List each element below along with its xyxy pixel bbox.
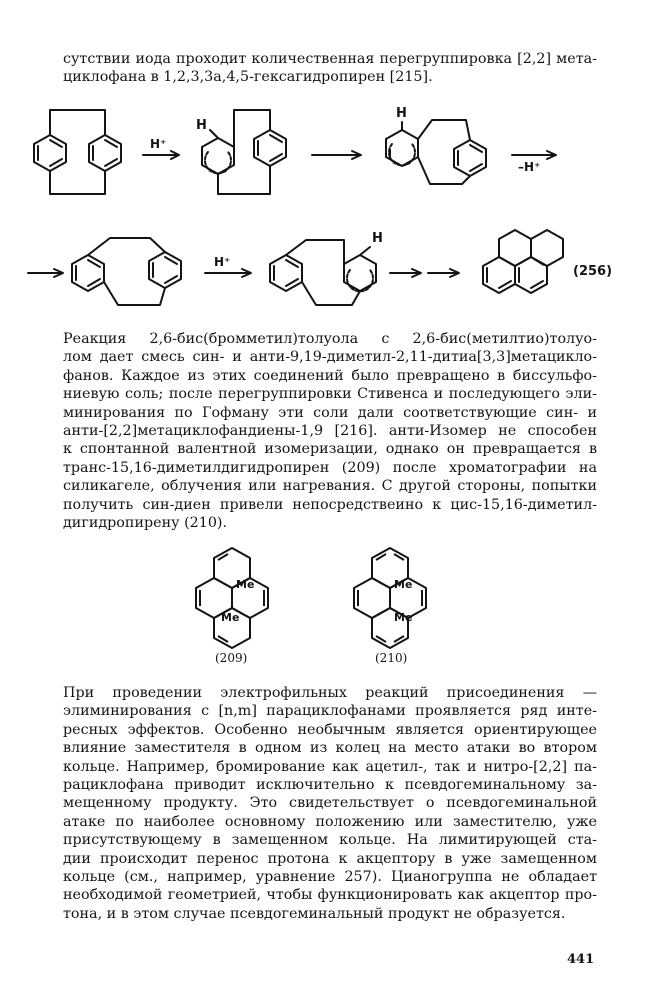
text-line: фанов. Каждое из этих соединений было превращено в биссульфо- bbox=[63, 367, 597, 384]
text-line: влияние заместителя в одном из колец на место атаки во втором bbox=[63, 740, 597, 757]
text-line: рациклофана приводит исключительно к псевдогеминальному за- bbox=[63, 777, 597, 794]
text-line: ресных эффектов. Особенно необычным является ориентирующее bbox=[63, 721, 597, 738]
text-line: присутствующему в замещенном кольце. На лимитирующей ста- bbox=[63, 832, 597, 849]
text-line: получить син-диен привели непосредствеино к цис-15,16-диметил- bbox=[63, 496, 597, 513]
minus-h-plus-label: –H⁺ bbox=[518, 160, 541, 174]
intro-line: сутствии иода проходит количественная перегруппировка [2,2] мета- bbox=[63, 51, 597, 67]
compound-label-209: (209) bbox=[215, 651, 248, 665]
h-atom-label: H bbox=[372, 231, 383, 246]
text-line: ниевую соль; после перегруппировки Стивенса и последующего эли- bbox=[63, 386, 597, 403]
h-plus-label: H⁺ bbox=[214, 255, 231, 269]
text-line: кольце (см., например, уравнение 257). Цианогруппа не обладает bbox=[63, 869, 597, 886]
text-line: дии происходит перенос протона к акцептору в уже замещенном bbox=[63, 850, 597, 867]
compound-label-210: (210) bbox=[375, 651, 408, 665]
text-line: анти-[2,2]метациклофандиены-1,9 [216]. анти-Изомер не способен bbox=[63, 423, 597, 440]
text-line: минирования по Гофману эти соли дали соответствующие син- и bbox=[63, 404, 597, 421]
paragraph-2 bbox=[63, 684, 597, 923]
text-line: дигидропирену (210). bbox=[63, 515, 228, 532]
text-line: кольце. Например, бромирование как ацетил-, так и нитро-[2,2] па- bbox=[63, 758, 597, 775]
text-line: атаке по наиболее основному положению или заместителю, уже bbox=[63, 813, 597, 830]
text-line: силикагеле, облучения или нагревания. С другой стороны, попытки bbox=[63, 478, 597, 495]
text-line: При проведении электрофильных реакций присоединения — bbox=[63, 685, 597, 701]
text-line: необходимой геометрией, чтобы функционировать как акцептор про- bbox=[63, 887, 597, 904]
text-line: элиминирования с [n,m] парациклофанами проявляется ряд инте- bbox=[63, 703, 597, 720]
text-line: мещенному продукту. Это свидетельствует о псевдогеминальной bbox=[63, 795, 597, 812]
h-atom-label: H bbox=[196, 118, 207, 133]
methyl-label: Me bbox=[394, 578, 413, 591]
text-line: лом дает смесь син- и анти-9,19-диметил-2,11-дитиа[3,3]метацикло- bbox=[63, 349, 597, 366]
text-line: Реакция 2,6-бис(бромметил)толуола с 2,6-бис(метилтио)толуо- bbox=[63, 331, 597, 347]
page-number: 441 bbox=[567, 952, 595, 967]
equation-number: (256) bbox=[573, 264, 613, 279]
methyl-label: Me bbox=[221, 611, 240, 624]
h-plus-label: H⁺ bbox=[150, 137, 167, 151]
methyl-label: Me bbox=[236, 578, 255, 591]
intro-line: циклофана в 1,2,3,3а,4,5-гексагидропирен [215]. bbox=[63, 69, 433, 86]
text-line: транс-15,16-диметилдигидропирен (209) после хроматографии на bbox=[63, 459, 597, 476]
methyl-label: Me bbox=[394, 611, 413, 624]
text-line: к спонтанной валентной изомеризации, однако он превращается в bbox=[63, 441, 597, 458]
text-line: тона, и в этом случае псевдогеминальный продукт не образуется. bbox=[63, 905, 566, 922]
h-atom-label: H bbox=[396, 106, 407, 121]
